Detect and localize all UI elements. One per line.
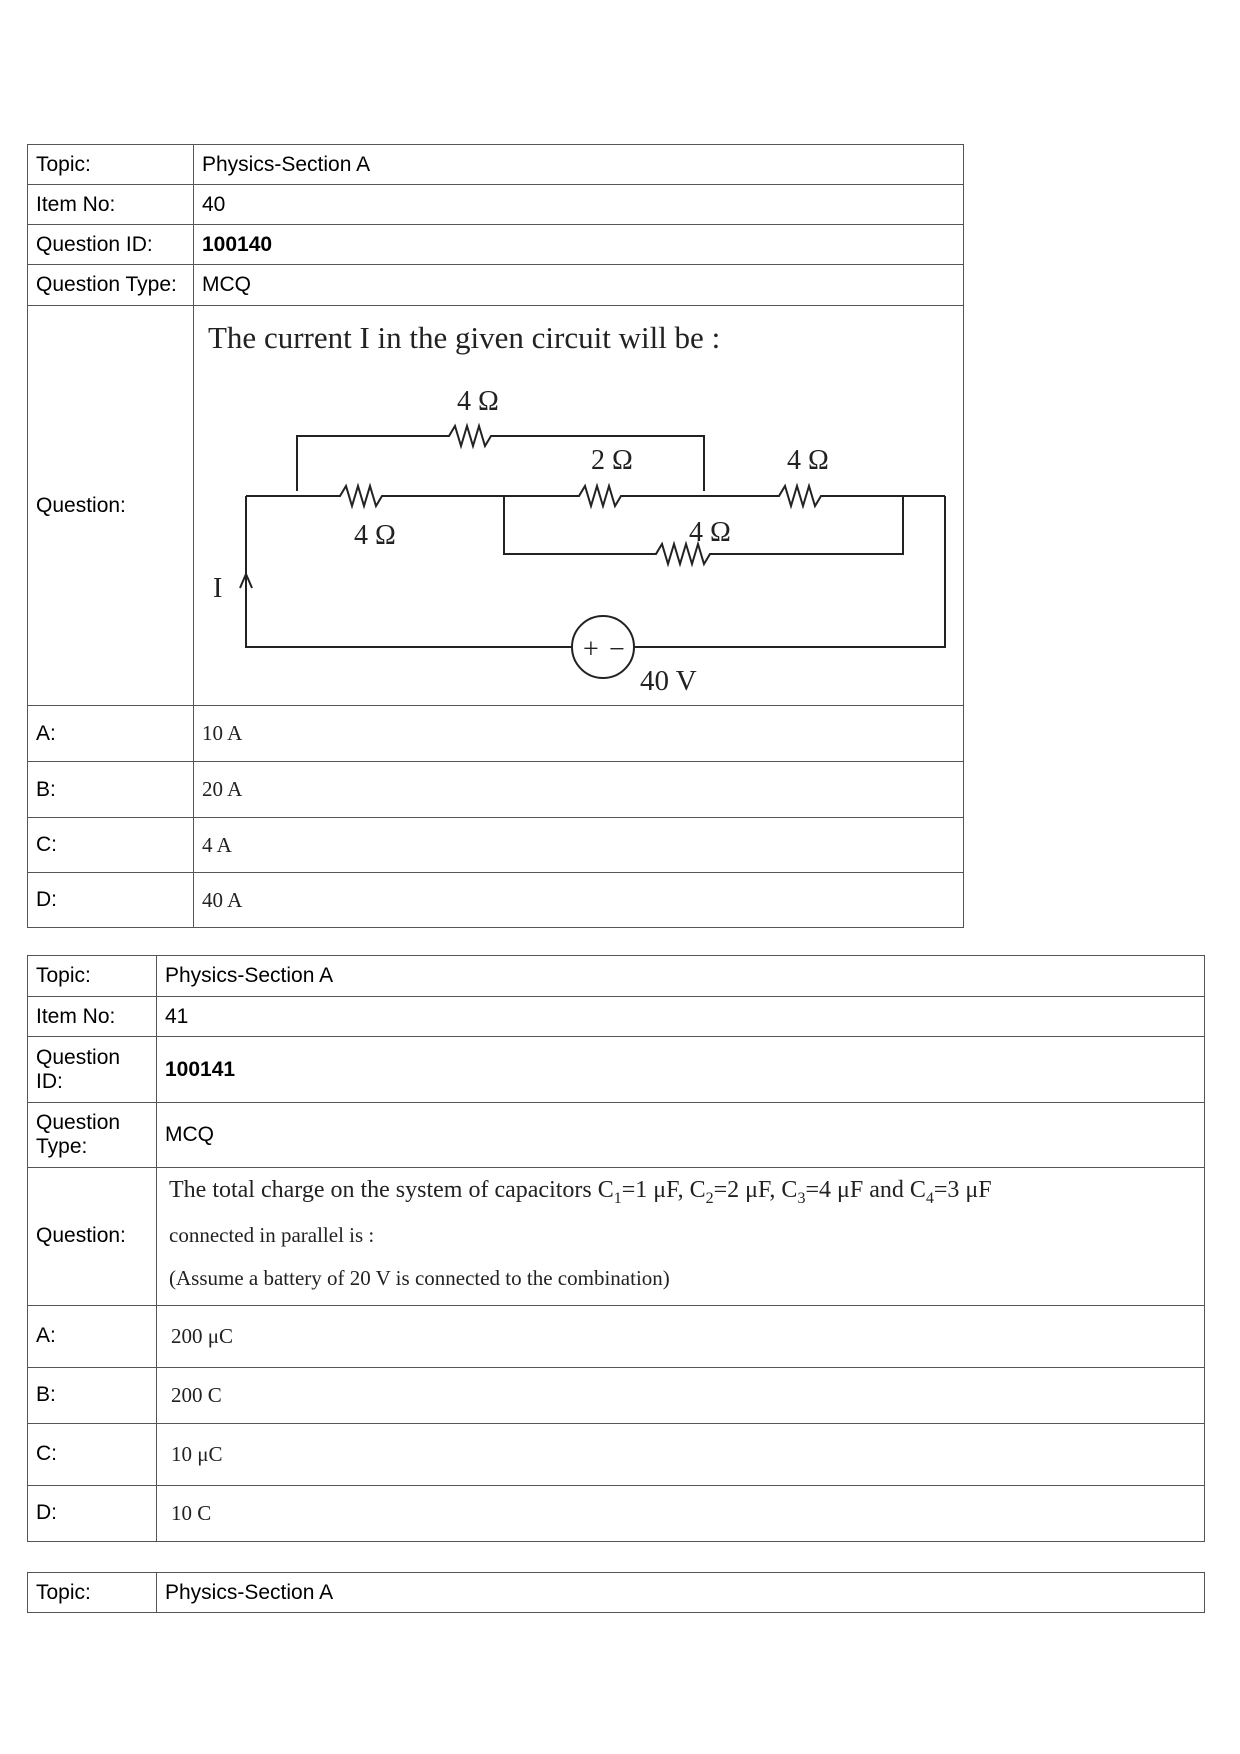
label-voltage: 40 V xyxy=(640,665,697,697)
question-type-value: MCQ xyxy=(157,1103,1205,1168)
label-r-right: 4 Ω xyxy=(787,445,829,476)
option-d-row xyxy=(28,1485,1205,1541)
question-id-row xyxy=(28,225,964,265)
question-42-table xyxy=(27,1572,1205,1613)
option-b-label: B: xyxy=(28,1367,157,1423)
wire-left xyxy=(246,496,572,647)
circuit-figure xyxy=(194,306,962,699)
question-type-label: Question Type: xyxy=(28,1103,157,1168)
option-a-label: A: xyxy=(28,1305,157,1367)
topic-value: Physics-Section A xyxy=(157,956,1205,997)
question-id-value: 100140 xyxy=(194,225,964,265)
option-d-label: D: xyxy=(28,1485,157,1541)
label-r-left: 4 Ω xyxy=(354,520,396,551)
topic-label: Topic: xyxy=(28,956,157,997)
option-b-value: 200 C xyxy=(157,1367,1205,1423)
question-line-2: connected in parallel is : xyxy=(169,1222,375,1247)
c2-val: =2 μF, C xyxy=(713,1177,798,1203)
topic-value: Physics-Section A xyxy=(194,145,964,185)
option-a-row xyxy=(28,706,964,762)
resistor-mid xyxy=(532,486,704,506)
option-c-label: C: xyxy=(28,818,194,873)
option-a-value: 200 μC xyxy=(157,1305,1205,1367)
resistor-top xyxy=(297,426,704,491)
question-type-row xyxy=(28,265,964,306)
label-r-mid: 2 Ω xyxy=(591,445,633,476)
question-row xyxy=(28,306,964,706)
question-id-value: 100141 xyxy=(157,1037,1205,1103)
topic-row xyxy=(28,956,1205,997)
topic-row xyxy=(28,1573,1205,1613)
label-r-bottom: 4 Ω xyxy=(689,517,731,548)
resistor-right xyxy=(704,486,945,506)
c4-val: =3 μF xyxy=(933,1177,992,1203)
item-no-label: Item No: xyxy=(28,185,194,225)
question-type-label: Question Type: xyxy=(28,265,194,306)
question-line-1 xyxy=(169,1172,1196,1217)
question-row xyxy=(28,1168,1205,1306)
option-b-row xyxy=(28,762,964,818)
label-r-top: 4 Ω xyxy=(457,386,499,417)
c3-val: =4 μF and C xyxy=(805,1177,926,1203)
topic-row xyxy=(28,145,964,185)
option-a-label: A: xyxy=(28,706,194,762)
option-d-value: 40 A xyxy=(194,873,964,928)
option-c-row xyxy=(28,1423,1205,1485)
topic-label: Topic: xyxy=(28,145,194,185)
option-a-row xyxy=(28,1305,1205,1367)
option-c-value: 10 μC xyxy=(157,1423,1205,1485)
topic-label: Topic: xyxy=(28,1573,157,1613)
c4-sub: 4 xyxy=(925,1189,934,1207)
question-label: Question: xyxy=(28,1168,157,1306)
option-b-value: 20 A xyxy=(194,762,964,818)
wire-right xyxy=(634,496,945,647)
resistor-left xyxy=(246,486,532,506)
question-text: The current I in the given circuit will be : xyxy=(208,320,721,355)
label-current: I xyxy=(213,573,223,604)
question-type-value: MCQ xyxy=(194,265,964,306)
c1-sub: 1 xyxy=(613,1189,622,1207)
question-line-3: (Assume a battery of 20 V is connected to the combination) xyxy=(169,1265,670,1290)
item-no-value: 40 xyxy=(194,185,964,225)
question-41-table xyxy=(27,955,1205,1542)
question-40-table xyxy=(27,144,964,928)
question-id-label: Question ID: xyxy=(28,225,194,265)
item-no-row xyxy=(28,997,1205,1037)
item-no-value: 41 xyxy=(157,997,1205,1037)
q-text-prefix: The total charge on the system of capacitors C xyxy=(169,1177,614,1203)
question-label: Question: xyxy=(28,306,194,706)
question-id-row xyxy=(28,1037,1205,1103)
option-b-row xyxy=(28,1367,1205,1423)
option-c-label: C: xyxy=(28,1423,157,1485)
c1-val: =1 μF, C xyxy=(621,1177,706,1203)
topic-value: Physics-Section A xyxy=(157,1573,1205,1613)
option-c-row xyxy=(28,818,964,873)
item-no-label: Item No: xyxy=(28,997,157,1037)
item-no-row xyxy=(28,185,964,225)
c2-sub: 2 xyxy=(705,1189,714,1207)
battery-plus: + xyxy=(583,634,599,665)
question-id-label: Question ID: xyxy=(28,1037,157,1103)
question-body xyxy=(157,1168,1205,1306)
option-d-value: 10 C xyxy=(157,1485,1205,1541)
option-d-label: D: xyxy=(28,873,194,928)
option-d-row xyxy=(28,873,964,928)
question-body xyxy=(194,306,964,706)
battery-minus: − xyxy=(609,634,625,665)
question-type-row xyxy=(28,1103,1205,1168)
option-c-value: 4 A xyxy=(194,818,964,873)
option-a-value: 10 A xyxy=(194,706,964,762)
c3-sub: 3 xyxy=(797,1189,806,1207)
option-b-label: B: xyxy=(28,762,194,818)
